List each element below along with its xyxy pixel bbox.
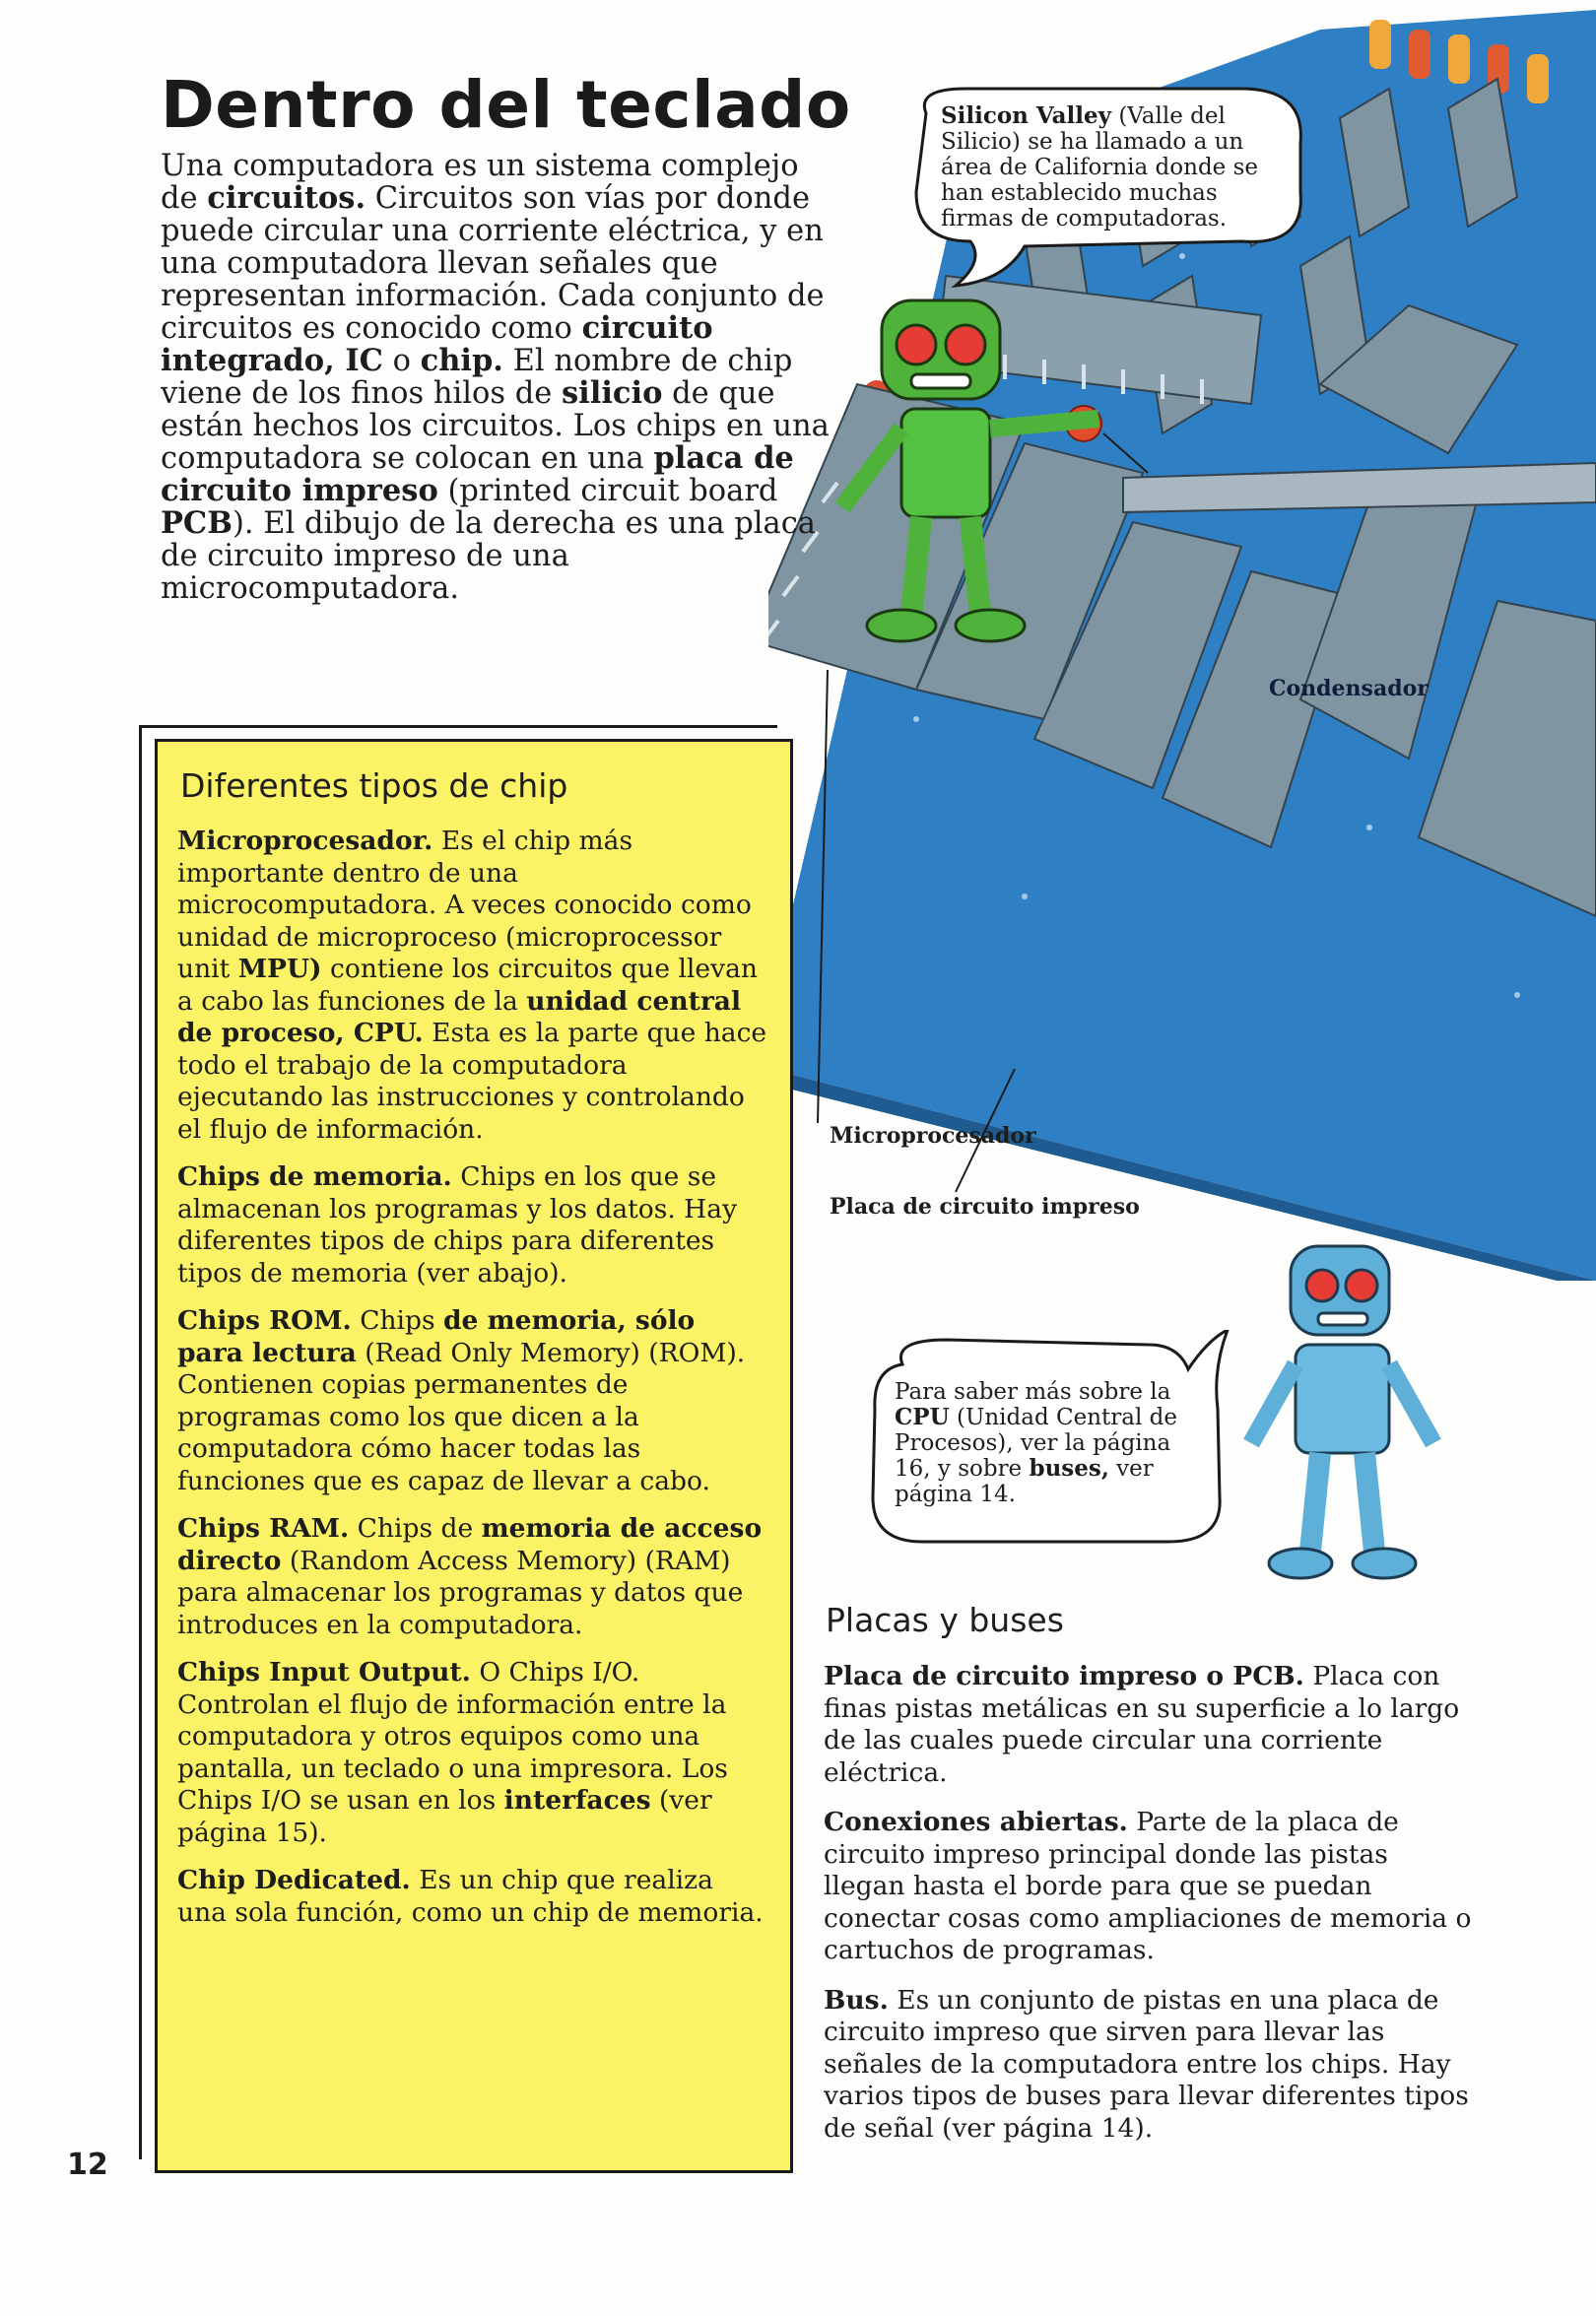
placa-label: Placa de circuito impreso (830, 1194, 1140, 1220)
ram-entry: Chips RAM. Chips de memoria de acceso directo (Random Access Memory) (RAM) para almacenar los programas y datos que introduces en la computadora. (177, 1513, 763, 1640)
green-robot-illustration (803, 281, 1128, 655)
page-title: Dentro del teclado (161, 67, 851, 143)
microprocesador-label: Microprocesador (830, 1123, 1036, 1149)
dedicated-entry: Chip Dedicated. Es un chip que realiza una sola función, como un chip de memoria. (177, 1865, 764, 1928)
rom-entry: Chips ROM. Chips de memoria, sólo para lectura (Read Only Memory) (ROM). Contienen copias permanentes de programas como los que dicen a la computadora cómo hacer todas las funciones que es capaz de llevar a cabo. (177, 1305, 746, 1496)
chip-types-heading: Diferentes tipos de chip (180, 766, 568, 805)
memoria-entry: Chips de memoria. Chips en los que se almacenan los programas y los datos. Hay diferentes tipos de chips para diferentes tipos de memoria (ver abajo). (177, 1161, 738, 1289)
page-number: 12 (67, 2148, 108, 2182)
intro-paragraph: Una computadora es un sistema complejo de circuitos. Circuitos son vías por donde puede circular una corriente eléctrica, y en una computadora llevan señales que representan información. Cada conjunto de circuitos es conocido como circuito integrado, IC o chip. El nombre de chip viene de los finos hilos de silicio de que están hechos los circuitos. Los chips en una computadora se colocan en una placa de circuito impreso (printed circuit board PCB). El dibujo de la derecha es una placa de circuito impreso de una microcomputadora. (161, 149, 830, 606)
micro-entry: Microprocesador. Es el chip más importante dentro de una microcomputadora. A veces conocido como unidad de microproceso (microprocessor unit MPU) contiene los circuitos que llevan a cabo las funciones de la unidad central de proceso, CPU. Esta es la parte que hace todo el trabajo de la computadora ejecutando las instrucciones y controlando el flujo de información. (177, 826, 767, 1145)
placas-heading: Placas y buses (826, 1601, 1064, 1639)
io-entry: Chips Input Output. O Chips I/O. Controlan el flujo de información entre la computadora y otros equipos como una pantalla, un teclado o una impresora. Los Chips I/O se usan en los interfaces (ver página 15). (177, 1657, 728, 1848)
condensador-label: Condensador (1269, 676, 1429, 701)
conexiones-entry: Conexiones abiertas. Parte de la placa de circuito impreso principal donde las pistas llegan hasta el borde para que se puedan conectar cosas como ampliaciones de memoria o cartuchos de programas. (824, 1807, 1472, 1965)
bus-entry: Bus. Es un conjunto de pistas en una placa de circuito impreso que sirven para llevar las señales de la computadora entre los chips. Hay varios tipos de buses para llevar diferentes tipos de señal (ver página 14). (824, 1984, 1469, 2144)
silicon-bubble-text: Silicon Valley (Valle del Silicio) se ha llamado a un área de California donde se han establecido muchas firmas de computadoras. (941, 102, 1258, 232)
blue-robot-illustration (1231, 1236, 1458, 1591)
placas-body (824, 1661, 1474, 2162)
cpu-bubble-text: Para saber más sobre la CPU (Unidad Central de Procesos), ver la página 16, y sobre buses, ver página 14. (895, 1379, 1177, 1507)
pcb-entry: Placa de circuito impreso o PCB. Placa con finas pistas metálicas en su superficie a lo largo de las cuales puede circular una corriente eléctrica. (824, 1661, 1460, 1788)
chip-types-body (177, 826, 768, 1945)
